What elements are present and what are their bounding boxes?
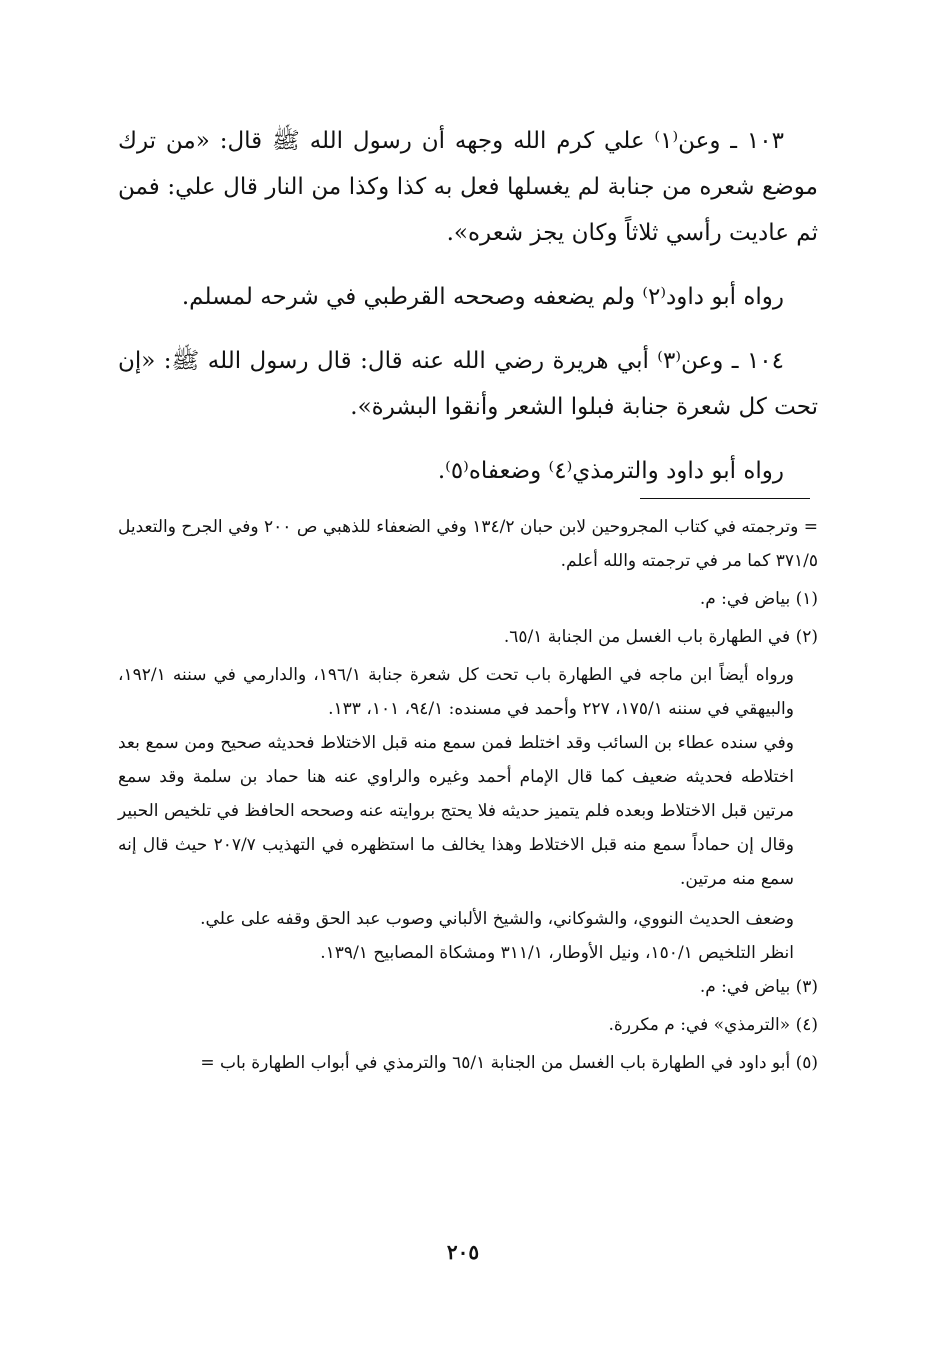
hadith-103-narration: رواه أبو داود⁽٢⁾ ولم يضعفه وصححه القرطبي في شرحه لمسلم. bbox=[181, 284, 784, 310]
page-number: ٢٠٥ bbox=[446, 1240, 480, 1264]
hadith-104: ١٠٤ ـ وعن⁽٣⁾ أبي هريرة رضي الله عنه قال: قال رسول الله ﷺ: «إن تحت كل شعرة جنابة فبلوا الشعر وأنقوا البشرة». bbox=[118, 348, 818, 420]
footnote-5: (٥) أبو داود في الطهارة باب الغسل من الجنابة ٦٥/١ والترمذي في أبواب الطهارة باب = bbox=[200, 1053, 818, 1073]
footnote-carry-over: = وترجمته في كتاب المجروحين لابن حبان ١٣٤/٢ وفي الضعفاء للذهبي ص ٢٠٠ وفي الجرح والتعديل ٣٧١/٥ كما مر في ترجمته والله أعلم. bbox=[118, 517, 818, 571]
hadith-104-narration: رواه أبو داود والترمذي⁽٤⁾ وضعفاه⁽٥⁾. bbox=[437, 458, 784, 484]
footnotes bbox=[118, 510, 818, 1084]
footnote-2-continuation-3: وضعف الحديث النووي، والشوكاني، والشيخ الألباني وصوب عبد الحق وقفه على علي. bbox=[200, 909, 794, 929]
footnote-3: (٣) بياض في: م. bbox=[699, 977, 818, 997]
footnote-2-continuation-4: انظر التلخيص ١٥٠/١، ونيل الأوطار، ٣١١/١ ومشكاة المصابيح ١٣٩/١. bbox=[320, 943, 794, 963]
footnote-2: (٢) في الطهارة باب الغسل من الجنابة ٦٥/١. bbox=[503, 627, 818, 647]
footnote-separator bbox=[640, 498, 810, 499]
footnote-1: (١) بياض في: م. bbox=[699, 589, 818, 609]
footnote-4: (٤) «الترمذي» في: م مكررة. bbox=[608, 1015, 818, 1035]
footnote-2-continuation-1: ورواه أيضاً ابن ماجه في الطهارة باب تحت كل شعرة جنابة ١٩٦/١، والدارمي في سننه ١٩٢/١، والبيهقي في سننه ١٧٥/١، ٢٢٧ وأحمد في مسنده: ٩٤/١، ١٠١، ١٣٣. bbox=[118, 665, 794, 719]
footnote-2-continuation-2: وفي سنده عطاء بن السائب وقد اختلط فمن سمع منه قبل الاختلاط فحديثه صحيح ومن سمع بعد اختلاطه فحديثه ضعيف كما قال الإمام أحمد وغيره والراوي عنه هنا حماد بن سلمة وقد سمع مرتين قبل الاختلاط وبعده فلم يتميز حديثه فلا يحتج بروايته عنه وصححه الحافظ في تلخيص الحبير وقال إن حماداً سمع منه قبل الاختلاط وهذا يخالف ما استظهره في التهذيب ٢٠٧/٧ حيث قال إنه سمع منه مرتين. bbox=[118, 733, 794, 889]
main-text bbox=[118, 118, 818, 512]
hadith-103: ١٠٣ ـ وعن⁽١⁾ علي كرم الله وجهه أن رسول الله ﷺ قال: «من ترك موضع شعره من جنابة لم يغسلها فعل به كذا وكذا من النار قال علي: فمن ثم عاديت رأسي ثلاثاً وكان يجز شعره». bbox=[118, 128, 818, 246]
